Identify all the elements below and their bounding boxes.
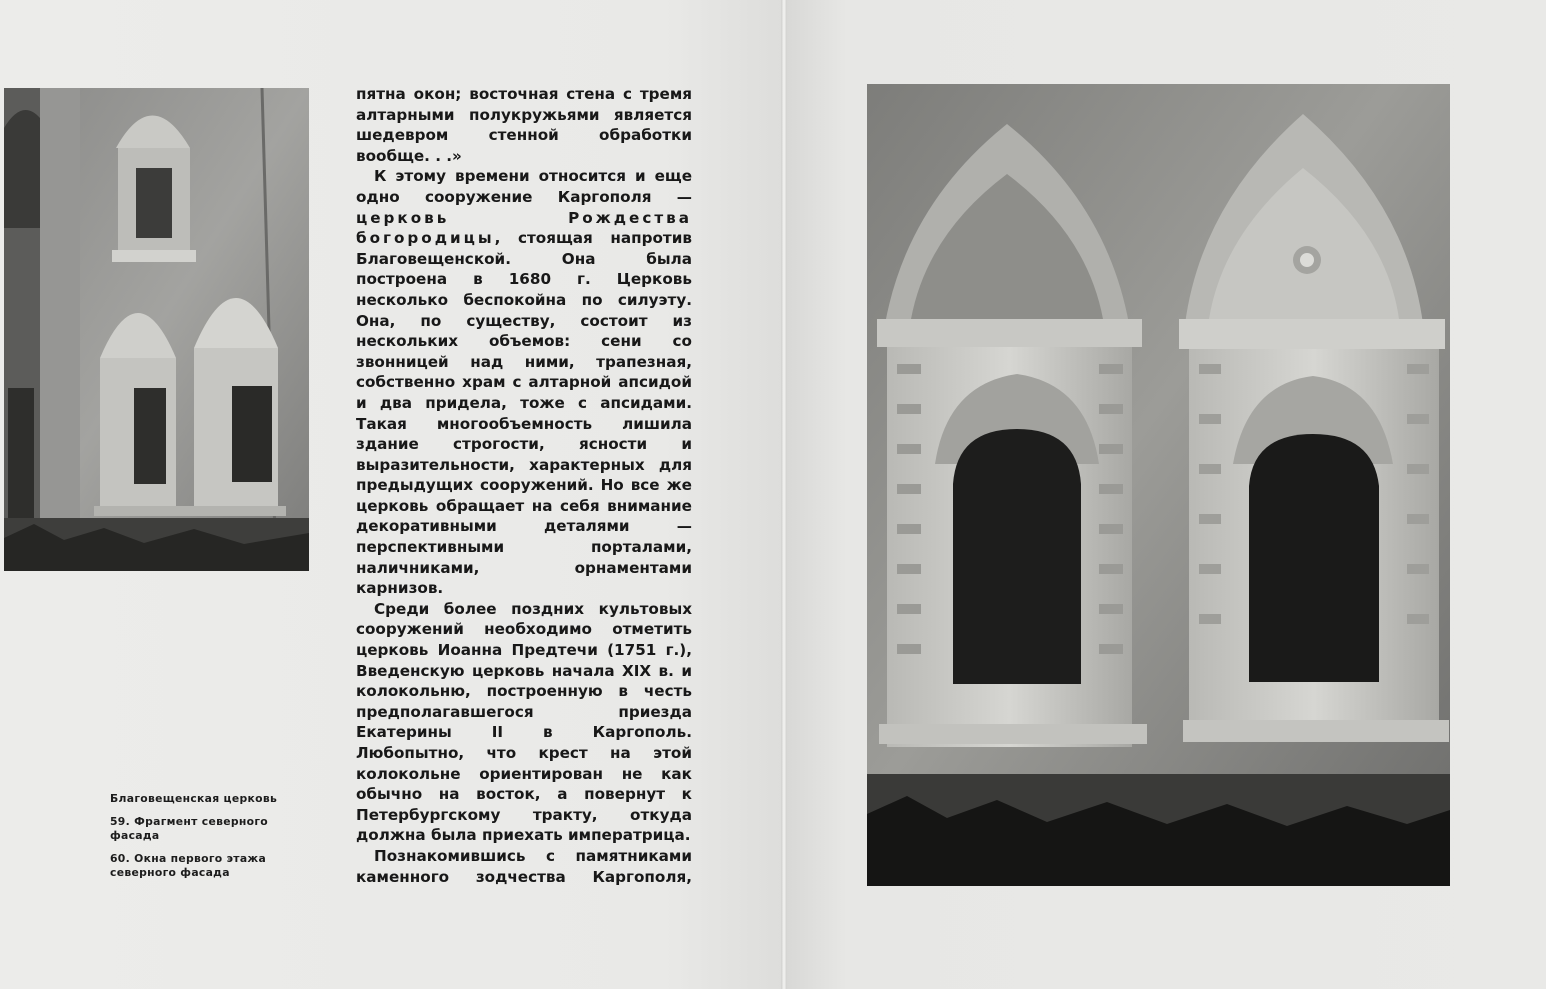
paragraph-2 [356, 166, 692, 598]
body-text-column [356, 84, 692, 887]
caption-figure-60: 60. Окна первого этажа северного фасада [110, 852, 267, 879]
caption-heading: Благовещенская церковь [110, 792, 278, 805]
paragraph-3: Среди более поздних культовых сооружений необходимо отметить церковь Иоанна Предтечи (1751 г.), Введенскую церковь начала XIX в. и колокольню, построенную в честь предполагавшегося приезда Екатерины II в Каргополь. Любопытно, что крест на этой колокольне ориентирован не как обычно на восток, а повернут к Петербургскому тракту, откуда должна была приехать императрица. [356, 599, 692, 845]
paragraph-4: Познакомившись с памятниками каменного зодчества Каргополя, [356, 846, 692, 886]
caption-figure-59: 59. Фрагмент северного фасада [110, 815, 269, 842]
paragraph-2-rest: , стоящая напротив Благовещенской. Она была построена в 1680 г. Церковь несколько беспокойна по силуэту. Она, по существу, состоит из нескольких объемов: сени со звонницей над ними, трапезная, собственно храм с алтарной апсидой и два придела, тоже с апсидами. Такая многообъемность лишила здание строгости, ясности и выразительности, характерных для предыдущих сооружений. Но все же церковь обращает на себя внимание декоративными деталями — перспективными порталами, наличниками, орнаментами карнизов. [356, 229, 692, 598]
paragraph-1: пятна окон; восточная стена с тремя алтарными полукружьями является шедевром стенной обработки вообще. . .» [356, 85, 692, 165]
paragraph-2-lead: К этому времени относится и еще одно сооружение Каргополя — [356, 167, 692, 206]
photo-north-facade-fragment [4, 88, 309, 571]
figure-captions [110, 792, 310, 889]
photo-first-floor-windows [867, 84, 1450, 886]
book-gutter [781, 0, 787, 989]
emphasized-church-name: церковь Рождества богородицы [356, 208, 692, 248]
